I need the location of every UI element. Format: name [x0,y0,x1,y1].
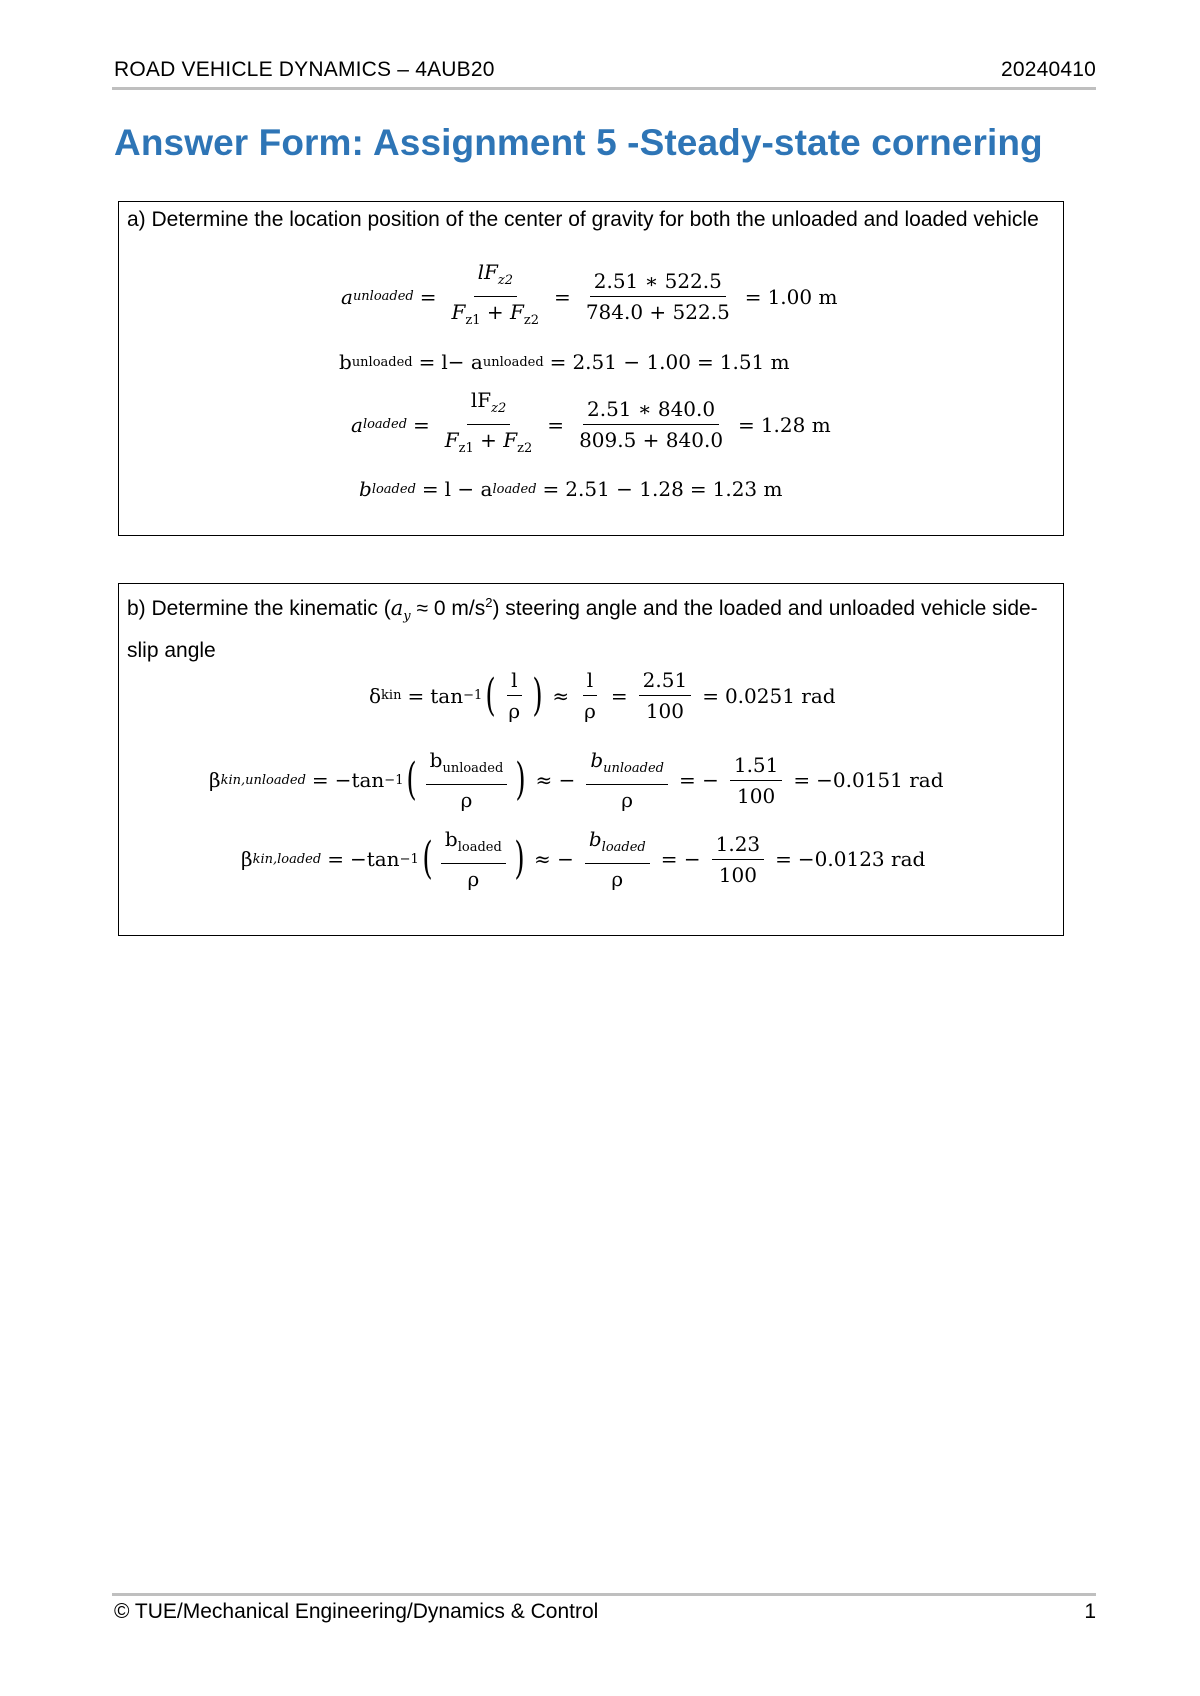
equation-b-loaded: b loaded = l − a loaded = 2.51 − 1.28 = 1.23 m [359,477,783,501]
equation-delta-kin: δ kin = tan −1 ( $\frac{l}{\rho}$ ) ≈ $\frac{l}{\rho}$ = $\frac{2.51}{100}$ = 0.0251 rad [369,668,836,723]
page-header [114,58,1096,82]
course-title: ROAD VEHICLE DYNAMICS – 4AUB20 [114,58,495,81]
equation-beta-unloaded: β kin,unloaded = −tan −1 ( $\frac{b_{unloaded}}{\rho}$ ) ≈ − $\frac{b_{unloaded}}{\rho}$ = − $\frac{1.51}{100}$ = −0.0151 rad [209,748,944,812]
page-footer [114,1600,1096,1624]
equation-a-loaded: a loaded = $\frac{lF_{z2}}{F_{z1} + F_{z2}}$ = $\frac{2.51 ∗ 840.0}{809.5 + 840.0}$ = 1.28 m [351,388,831,456]
question-a: a) Determine the location position of the center of gravity for both the unloaded and loaded vehicle [127,208,1039,231]
page-number: 1 [1084,1600,1096,1623]
page-title: Answer Form: Assignment 5 -Steady-state cornering [114,122,1043,163]
document-date: 20240410 [1000,58,1096,81]
equation-a-unloaded: a unloaded = $\frac{lF_{z2}}{F_{z1} + F_{z2}}$ = $\frac{2.51 ∗ 522.5}{784.0 + 522.5}$ = 1.00 m [341,260,838,328]
header-rule [112,87,1096,90]
footer-rule [112,1593,1096,1596]
equation-beta-loaded: β kin,loaded = −tan −1 ( $\frac{b_{loaded}}{\rho}$ ) ≈ − $\frac{b_{loaded}}{\rho}$ = − $\frac{1.23}{100}$ = −0.0123 rad [241,827,926,891]
question-b: b) Determine the kinematic ($a_y \approx 0$ $m/s^2$) steering angle and the loaded and unloaded vehicle side-slip angle [127,595,1038,663]
equation-b-unloaded: b unloaded = l− a unloaded = 2.51 − 1.00 = 1.51 m [339,350,790,374]
answer-box-a [118,201,1064,536]
answer-box-b [118,583,1064,936]
footer-copyright: © TUE/Mechanical Engineering/Dynamics & Control [114,1600,599,1623]
